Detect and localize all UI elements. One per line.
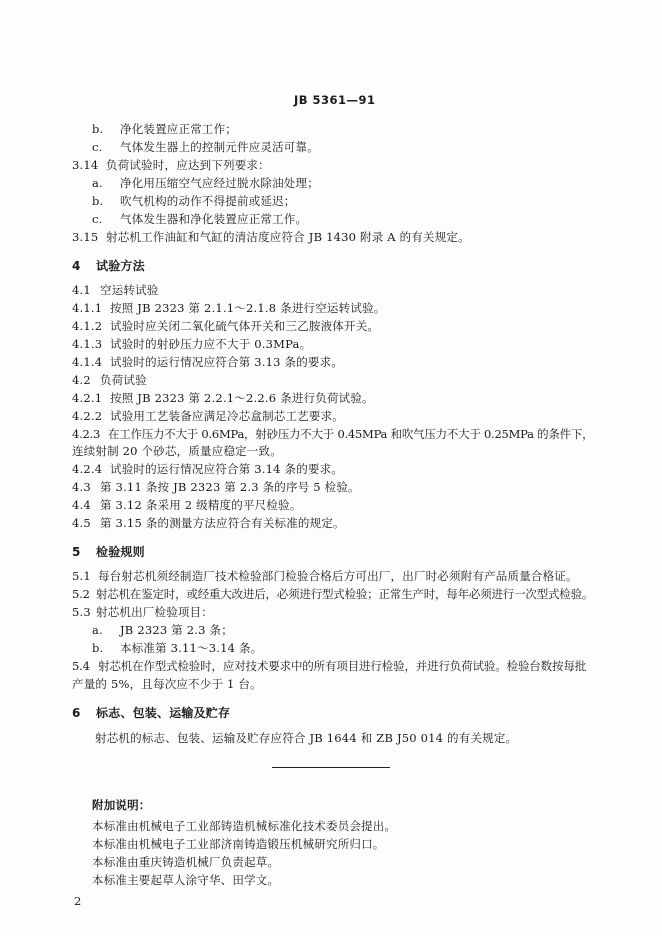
clause-text: 射芯机出厂检验项目：	[96, 605, 213, 619]
list-item	[92, 640, 262, 656]
clause	[72, 497, 301, 513]
clause-text: 每台射芯机须经制造厂技术检验部门检验合格后方可出厂，出厂时必须附有产品质量合格证。	[98, 569, 578, 583]
section-number: 6	[72, 706, 81, 720]
clause-number: 4.1	[72, 283, 91, 297]
section-title: 试验方法	[96, 259, 145, 273]
clause-text: 负荷试验时，应达到下列要求：	[106, 158, 270, 172]
list-text: JB 2323 第 2.3 条；	[120, 623, 233, 637]
list-item	[92, 622, 233, 638]
section-title: 检验规则	[96, 545, 145, 559]
clause-text: 试验时的运行情况应符合第 3.14 条的要求。	[110, 462, 344, 476]
clause	[72, 461, 343, 477]
clause-number: 4.2.3	[72, 427, 101, 441]
list-item	[92, 175, 319, 191]
clause-number: 3.15	[72, 230, 99, 244]
clause-number: 4.1.1	[72, 301, 103, 315]
list-item	[92, 211, 307, 227]
list-marker: b.	[92, 194, 104, 208]
list-item	[92, 139, 319, 155]
list-item	[92, 121, 237, 137]
list-text: 吹气机构的动作不得提前或延迟；	[120, 194, 296, 208]
clause-number: 4.2	[72, 373, 91, 387]
clause	[72, 300, 385, 316]
clause-number: 5.3	[72, 605, 91, 619]
clause	[72, 658, 586, 674]
note-item: 本标准由机械电子工业部济南铸造锻压机械研究所归口。	[92, 837, 385, 851]
section-heading	[72, 544, 145, 560]
clause	[72, 336, 311, 352]
note-item: 本标准由重庆铸造机械厂负责起草。	[92, 855, 280, 869]
clause-number: 5.2	[72, 587, 90, 601]
clause-number: 4.3	[72, 480, 91, 494]
clause-text: 试验时应关闭二氧化硫气体开关和三乙胺液体开关。	[110, 319, 380, 333]
list-marker: b.	[92, 122, 104, 136]
clause	[72, 568, 578, 584]
clause-text: 射芯机工作油缸和气缸的清洁度应符合 JB 1430 附录 A 的有关规定。	[106, 230, 470, 244]
clause-number: 4.2.1	[72, 391, 103, 405]
section-number: 4	[72, 259, 81, 273]
paragraph: 射芯机的标志、包装、运输及贮存应符合 JB 1644 和 ZB J50 014 的有关规定。	[95, 731, 518, 745]
clause	[72, 318, 379, 334]
clause-number: 4.1.2	[72, 319, 103, 333]
clause-text: 第 3.12 条采用 2 级精度的平尺检验。	[100, 498, 302, 512]
clause-number: 4.2.2	[72, 409, 103, 423]
clause-text: 按照 JB 2323 第 2.1.1～2.1.8 条进行空运转试验。	[110, 301, 386, 315]
clause-text: 射芯机在鉴定时，或经重大改进后，必须进行型式检验；正常生产时，每年必须进行一次型式检验。	[96, 587, 594, 601]
page-number: 2	[74, 894, 82, 908]
list-text: 气体发生器上的控制元件应灵活可靠。	[120, 140, 319, 154]
list-text: 本标准第 3.11～3.14 条。	[120, 641, 263, 655]
list-text: 净化装置应正常工作；	[120, 122, 237, 136]
clause-text: 试验时的射砂压力应不大于 0.3MPa。	[110, 337, 312, 351]
list-item	[92, 193, 296, 209]
clause	[72, 426, 593, 442]
list-marker: b.	[92, 641, 104, 655]
clause	[72, 354, 343, 370]
clause-number: 3.14	[72, 158, 99, 172]
clause-text: 空运转试验	[100, 283, 159, 297]
clause-number: 5.4	[72, 659, 90, 673]
clause	[72, 390, 374, 406]
list-text: 净化用压缩空气应经过脱水除油处理；	[120, 176, 319, 190]
list-marker: c.	[92, 212, 103, 226]
clause	[72, 515, 345, 531]
clause	[72, 604, 213, 620]
clause	[72, 157, 270, 173]
clause	[72, 229, 470, 245]
clause-number: 4.4	[72, 498, 91, 512]
clause	[72, 586, 593, 602]
document-number: JB 5361—91	[294, 93, 376, 107]
clause-continuation: 连续射制 20 个砂芯，质量应稳定一致。	[72, 444, 282, 458]
list-marker: a.	[92, 176, 103, 190]
clause-text: 试验用工艺装备应满足冷芯盒制芯工艺要求。	[110, 409, 344, 423]
clause	[72, 372, 147, 388]
divider	[272, 767, 390, 768]
list-text: 气体发生器和净化装置应正常工作。	[120, 212, 308, 226]
clause-number: 5.1	[72, 569, 91, 583]
section-heading	[72, 705, 230, 721]
clause	[72, 282, 159, 298]
note-item: 本标准主要起草人涂守华、田学文。	[92, 873, 280, 887]
clause-text: 第 3.15 条的测量方法应符合有关标准的规定。	[100, 516, 345, 530]
clause-text: 负荷试验	[100, 373, 147, 387]
note-item: 本标准由机械电子工业部铸造机械标准化技术委员会提出。	[92, 819, 397, 833]
section-number: 5	[72, 545, 81, 559]
clause	[72, 408, 344, 424]
clause-number: 4.2.4	[72, 462, 103, 476]
clause-text: 试验时的运行情况应符合第 3.13 条的要求。	[110, 355, 344, 369]
list-marker: c.	[92, 140, 103, 154]
list-marker: a.	[92, 623, 103, 637]
clause	[72, 479, 360, 495]
clause-text: 按照 JB 2323 第 2.2.1～2.2.6 条进行负荷试验。	[110, 391, 374, 405]
clause-number: 4.1.4	[72, 355, 103, 369]
clause-text: 在工作压力不大于 0.6MPa，射砂压力不大于 0.45MPa 和吹气压力不大于 0.25MPa 的条件下，	[108, 427, 594, 441]
clause-number: 4.5	[72, 516, 91, 530]
clause-continuation: 产量的 5%，且每次应不少于 1 台。	[72, 677, 262, 691]
section-heading	[72, 258, 145, 274]
clause-text: 第 3.11 条按 JB 2323 第 2.3 条的序号 5 检验。	[100, 480, 360, 494]
notes-title: 附加说明：	[92, 798, 151, 812]
clause-text: 射芯机在作型式检验时，应对技术要求中的所有项目进行检验，并进行负荷试验。检验台数按每批	[98, 659, 587, 673]
clause-number: 4.1.3	[72, 337, 103, 351]
section-title: 标志、包装、运输及贮存	[96, 706, 231, 720]
